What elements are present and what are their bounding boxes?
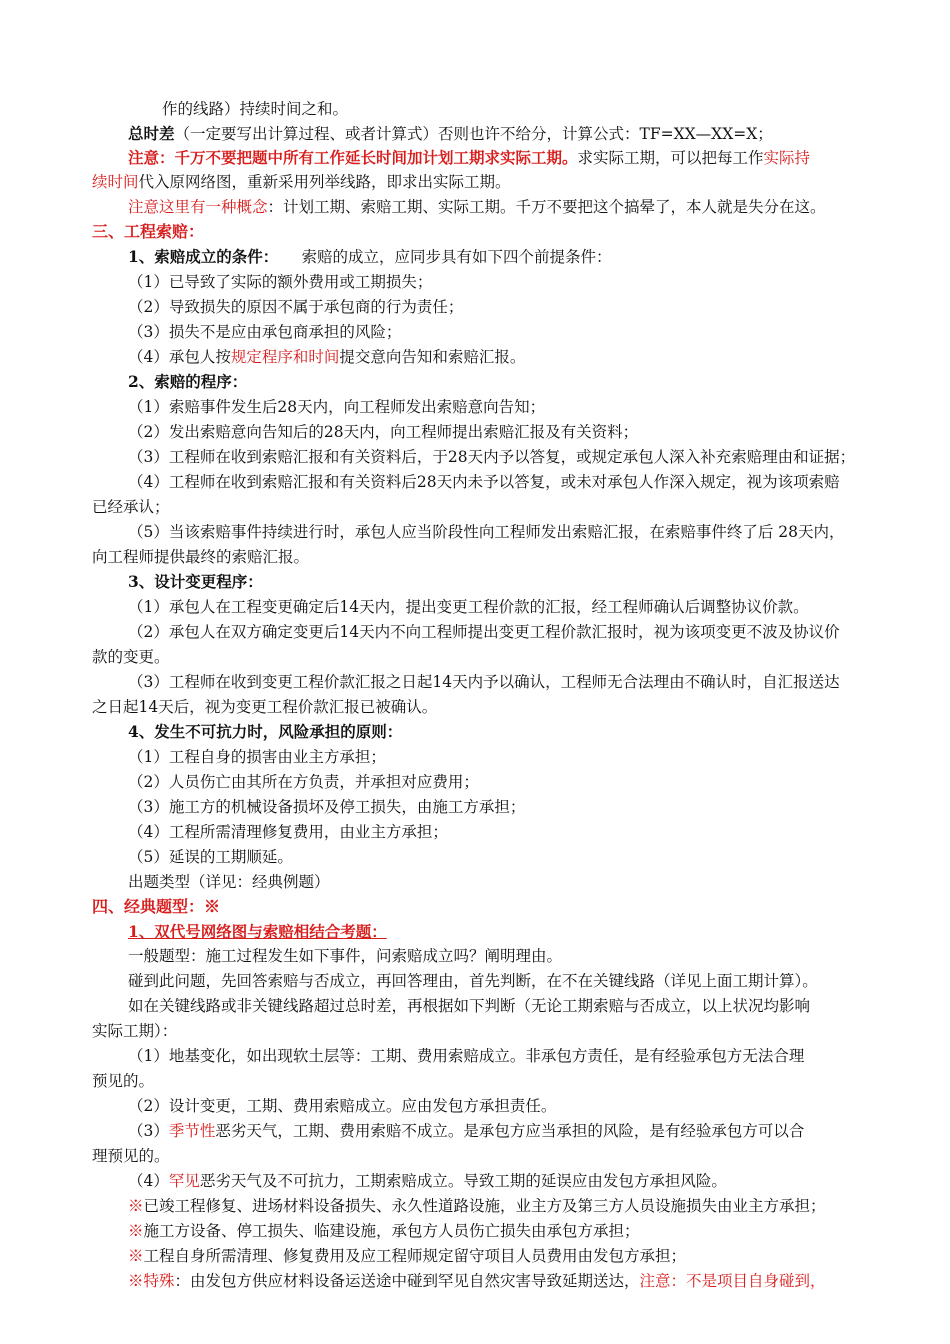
list-item: （4）工程所需清理修复费用，由业主方承担；: [128, 823, 448, 841]
list-item: （3）工程师在收到变更工程价款汇报之日起14天内予以确认，工程师无合法理由不确认时，自汇报送达: [128, 673, 840, 691]
list-item-cont: 理预见的。: [92, 1147, 170, 1165]
subheading-claim-procedure: 2、索赔的程序：: [128, 372, 248, 391]
list-item: （2）发出索赔意向告知后的28天内，向工程师提出索赔汇报及有关资料；: [128, 423, 639, 441]
text: ：计划工期、索赔工期、实际工期。千万不要把这个搞晕了，本人就是失分在这。: [267, 198, 826, 216]
highlight-text: 规定程序和时间: [230, 348, 340, 366]
list-item-cont: 向工程师提供最终的索赔汇报。: [92, 548, 310, 566]
term-total-float: 总时差: [128, 124, 175, 143]
list-item: [128, 1119, 910, 1143]
para-continuation: [162, 97, 910, 121]
list-item: （5）延误的工期顺延。: [128, 848, 293, 866]
subheading-label: 1、索赔成立的条件：: [128, 247, 271, 266]
text: 代入原网络图，重新采用列举线路，即求出实际工期。: [138, 173, 511, 191]
list-item: （3）损失不是应由承包商承担的风险；: [128, 323, 402, 341]
reference-mark-special: ※特殊: [128, 1272, 175, 1290]
text-line: 如在关键线路或非关键线路超过总时差，再根据如下判断（无论工期索赔与否成立，以上状况均影响: [128, 997, 811, 1015]
list-item: （1）工程自身的损害由业主方承担；: [128, 748, 386, 766]
highlight-text: 注意这里有一种概念: [128, 198, 268, 216]
list-item: （2）导致损失的原因不属于承包商的行为责任；: [128, 298, 464, 316]
list-item: （2）人员伤亡由其所在方负责，并承担对应费用；: [128, 773, 479, 791]
section-heading-classic: 四、经典题型：※: [92, 897, 221, 916]
text: （3）: [128, 1122, 169, 1140]
list-item: （1）地基变化，如出现软土层等：工期、费用索赔成立。非承包方责任，是有经验承包方无法合理: [128, 1047, 805, 1065]
list-item: [128, 1169, 910, 1193]
highlight-text: 续时间: [92, 173, 139, 191]
text: （4）承包人按: [128, 348, 231, 366]
highlight-text: 罕见: [168, 1172, 200, 1190]
note-line: [128, 1194, 910, 1218]
text: 索赔的成立，应同步具有如下四个前提条件：: [270, 248, 612, 266]
list-item: （5）当该索赔事件持续进行时，承包人应当阶段性向工程师发出索赔汇报，在索赔事件终了后 28天内，: [128, 523, 845, 541]
note-line: [128, 1219, 910, 1243]
note-line: [128, 1244, 910, 1268]
list-item: [128, 345, 910, 369]
subheading-design-change: 3、设计变更程序：: [128, 572, 263, 591]
subheading-claim-conditions: [128, 245, 910, 269]
text: （4）: [128, 1172, 169, 1190]
para-note-cont: [92, 170, 910, 194]
list-item-cont: 预见的。: [92, 1072, 155, 1090]
list-item: （3）工程师在收到索赔汇报和有关资料后，于28天内予以答复，或规定承包人深入补充索赔理由和证据；: [128, 448, 856, 466]
text: ：由发包方供应材料设备运送途中碰到罕见自然灾害导致延期送达，: [174, 1272, 640, 1290]
text-line: 出题类型（详见：经典例题）: [128, 873, 330, 891]
text: 求实际工期，可以把每工作: [577, 149, 764, 167]
list-item-cont: 款的变更。: [92, 648, 170, 666]
text-line-cont: 实际工期）：: [92, 1022, 178, 1040]
text: 工程自身所需清理、修复费用及应工程师规定留守项目人员费用由发包方承担；: [143, 1247, 687, 1265]
list-item: （4）工程师在收到索赔汇报和有关资料后28天内未予以答复，或未对承包人作深入规定，视为该项索赔: [128, 473, 840, 491]
text: 已竣工程修复、进场材料设备损失、永久性道路设施，业主方及第三方人员设施损失由业主方承担；: [143, 1197, 826, 1215]
subheading-network-claims: 1、双代号网络图与索赔相结合考题：: [128, 922, 387, 941]
list-item-cont: 之日起14天后，视为变更工程价款汇报已被确认。: [92, 698, 438, 716]
list-item: （2）承包人在双方确定变更后14天内不向工程师提出变更工程价款汇报时，视为该项变更不波及协议价: [128, 623, 840, 641]
highlight-text: 季节性: [168, 1122, 216, 1140]
list-item: （1）已导致了实际的额外费用或工期损失；: [128, 273, 433, 291]
text: 恶劣天气及不可抗力，工期索赔成立。导致工期的延误应由发包方承担风险。: [199, 1172, 727, 1190]
list-item: （3）施工方的机械设备损坏及停工损失，由施工方承担；: [128, 798, 526, 816]
note-line: [128, 1269, 910, 1293]
text-line: 一般题型：施工过程发生如下事件，问索赔成立吗？阐明理由。: [128, 947, 563, 965]
list-item-cont: 已经承认；: [92, 498, 170, 516]
highlight-text: 注意：不是项目自身碰到，: [639, 1272, 826, 1290]
reference-mark: ※: [128, 1197, 144, 1215]
reference-mark: ※: [128, 1222, 144, 1240]
text: （一定要写出计算过程、或者计算式）否则也许不给分，计算公式：TF=XX—XX=X；: [174, 125, 773, 143]
reference-mark: ※: [128, 1247, 144, 1265]
text: 施工方设备、停工损失、临建设施，承包方人员伤亡损失由承包方承担；: [143, 1222, 640, 1240]
section-heading-claims: 三、工程索赔：: [92, 222, 205, 241]
text-line: 碰到此问题，先回答索赔与否成立，再回答理由，首先判断，在不在关键线路（详见上面工期计算）。: [128, 972, 818, 990]
text: 恶劣天气，工期、费用索赔不成立。是承包方应当承担的风险，是有经验承包方可以合: [215, 1122, 805, 1140]
list-item: （1）索赔事件发生后28天内，向工程师发出索赔意向告知；: [128, 398, 546, 416]
note-warning: 注意：千万不要把题中所有工作延长时间加计划工期求实际工期。: [128, 148, 578, 167]
list-item: （2）设计变更，工期、费用索赔成立。应由发包方承担责任。: [128, 1097, 557, 1115]
list-item: （1）承包人在工程变更确定后14天内，提出变更工程价款的汇报，经工程师确认后调整协议价款。: [128, 598, 809, 616]
text: 作的线路）持续时间之和。: [162, 100, 349, 118]
text: 提交意向告知和索赔汇报。: [339, 348, 526, 366]
highlight-text: 实际持: [763, 149, 811, 167]
para-total-float: [128, 122, 910, 146]
para-note: [128, 146, 910, 170]
para-concept: [128, 195, 910, 219]
subheading-force-majeure: 4、发生不可抗力时，风险承担的原则：: [128, 722, 403, 741]
